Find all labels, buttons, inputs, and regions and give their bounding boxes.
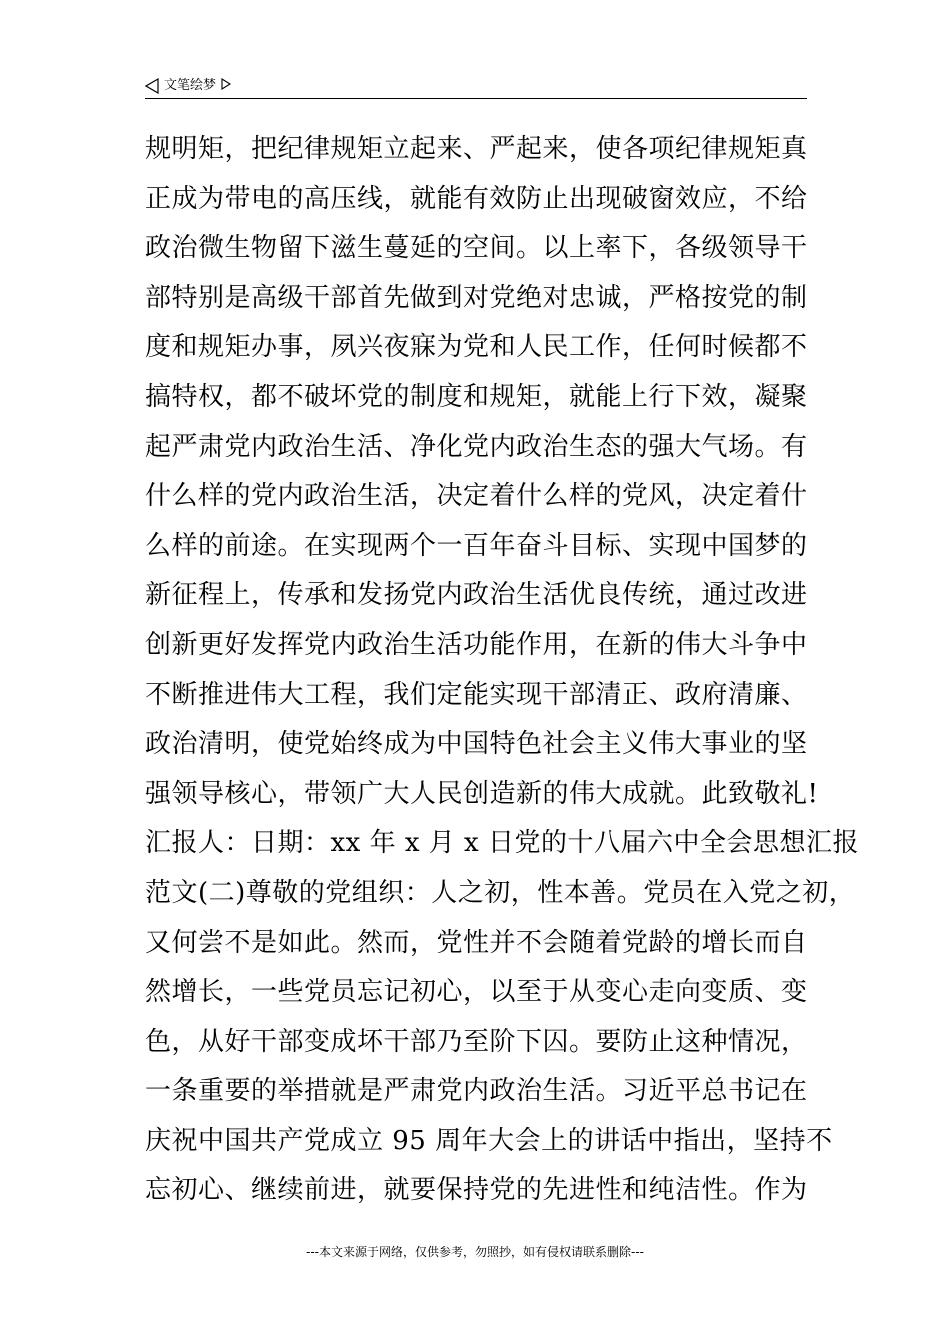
- body-line: 规明矩，把纪律规矩立起来、严起来，使各项纪律规矩真: [145, 134, 808, 164]
- body-line: 色，从好干部变成坏干部乃至阶下囚。要防止这种情况，: [145, 1026, 808, 1057]
- body-line: 什么样的党内政治生活，决定着什么样的党风，决定着什: [145, 481, 808, 512]
- header-title: 文笔绘梦: [164, 78, 217, 93]
- body-line: 庆祝中国共产党成立 95 周年大会上的讲话中指出，坚持不: [145, 1125, 833, 1156]
- body-line: 新征程上，传承和发扬党内政治生活优良传统，通过改进: [145, 580, 808, 611]
- body-line: 范文(二)尊敬的党组织：人之初，性本善。党员在入党之初，: [145, 877, 856, 908]
- body-line: 汇报人：日期：xx 年 x 月 x 日党的十八届六中全会思想汇报: [145, 828, 859, 859]
- document-body: [145, 125, 859, 1216]
- body-line: 起严肃党内政治生活、净化党内政治生态的强大气场。有: [145, 431, 808, 462]
- body-line: 创新更好发挥党内政治生活功能作用，在新的伟大斗争中: [145, 629, 808, 660]
- body-line: 正成为带电的高压线，就能有效防止出现破窗效应，不给: [145, 183, 808, 214]
- body-line: 么样的前途。在实现两个一百年奋斗目标、实现中国梦的: [145, 530, 808, 561]
- body-line: 强领导核心，带领广大人民创造新的伟大成就。此致敬礼!: [145, 778, 819, 809]
- body-line: 不断推进伟大工程，我们定能实现干部清正、政府清廉、: [145, 679, 808, 710]
- body-line: 度和规矩办事，夙兴夜寐为党和人民工作，任何时候都不: [145, 332, 808, 363]
- body-line: 搞特权，都不破坏党的制度和规矩，就能上行下效，凝聚: [145, 381, 808, 412]
- body-line: 部特别是高级干部首先做到对党绝对忠诚，严格按党的制: [145, 282, 808, 313]
- body-line: 又何尝不是如此。然而，党性并不会随着党龄的增长而自: [145, 927, 808, 958]
- triangle-right-outline-icon: [221, 77, 231, 89]
- body-line: 政治清明，使党始终成为中国特色社会主义伟大事业的坚: [145, 729, 808, 760]
- page-header: [145, 74, 807, 99]
- body-line: 一条重要的举措就是严肃党内政治生活。习近平总书记在: [145, 1076, 808, 1107]
- body-line: 然增长，一些党员忘记初心，以至于从变心走向变质、变: [145, 977, 808, 1008]
- triangle-left-outline-icon: [145, 78, 159, 94]
- page-footer-disclaimer: ---本文来源于网络，仅供参考，勿照抄，如有侵权请联系删除---: [306, 1245, 644, 1259]
- body-line: 忘初心、继续前进，就要保持党的先进性和纯洁性。作为: [145, 1175, 808, 1206]
- body-line: 政治微生物留下滋生蔓延的空间。以上率下，各级领导干: [145, 233, 808, 264]
